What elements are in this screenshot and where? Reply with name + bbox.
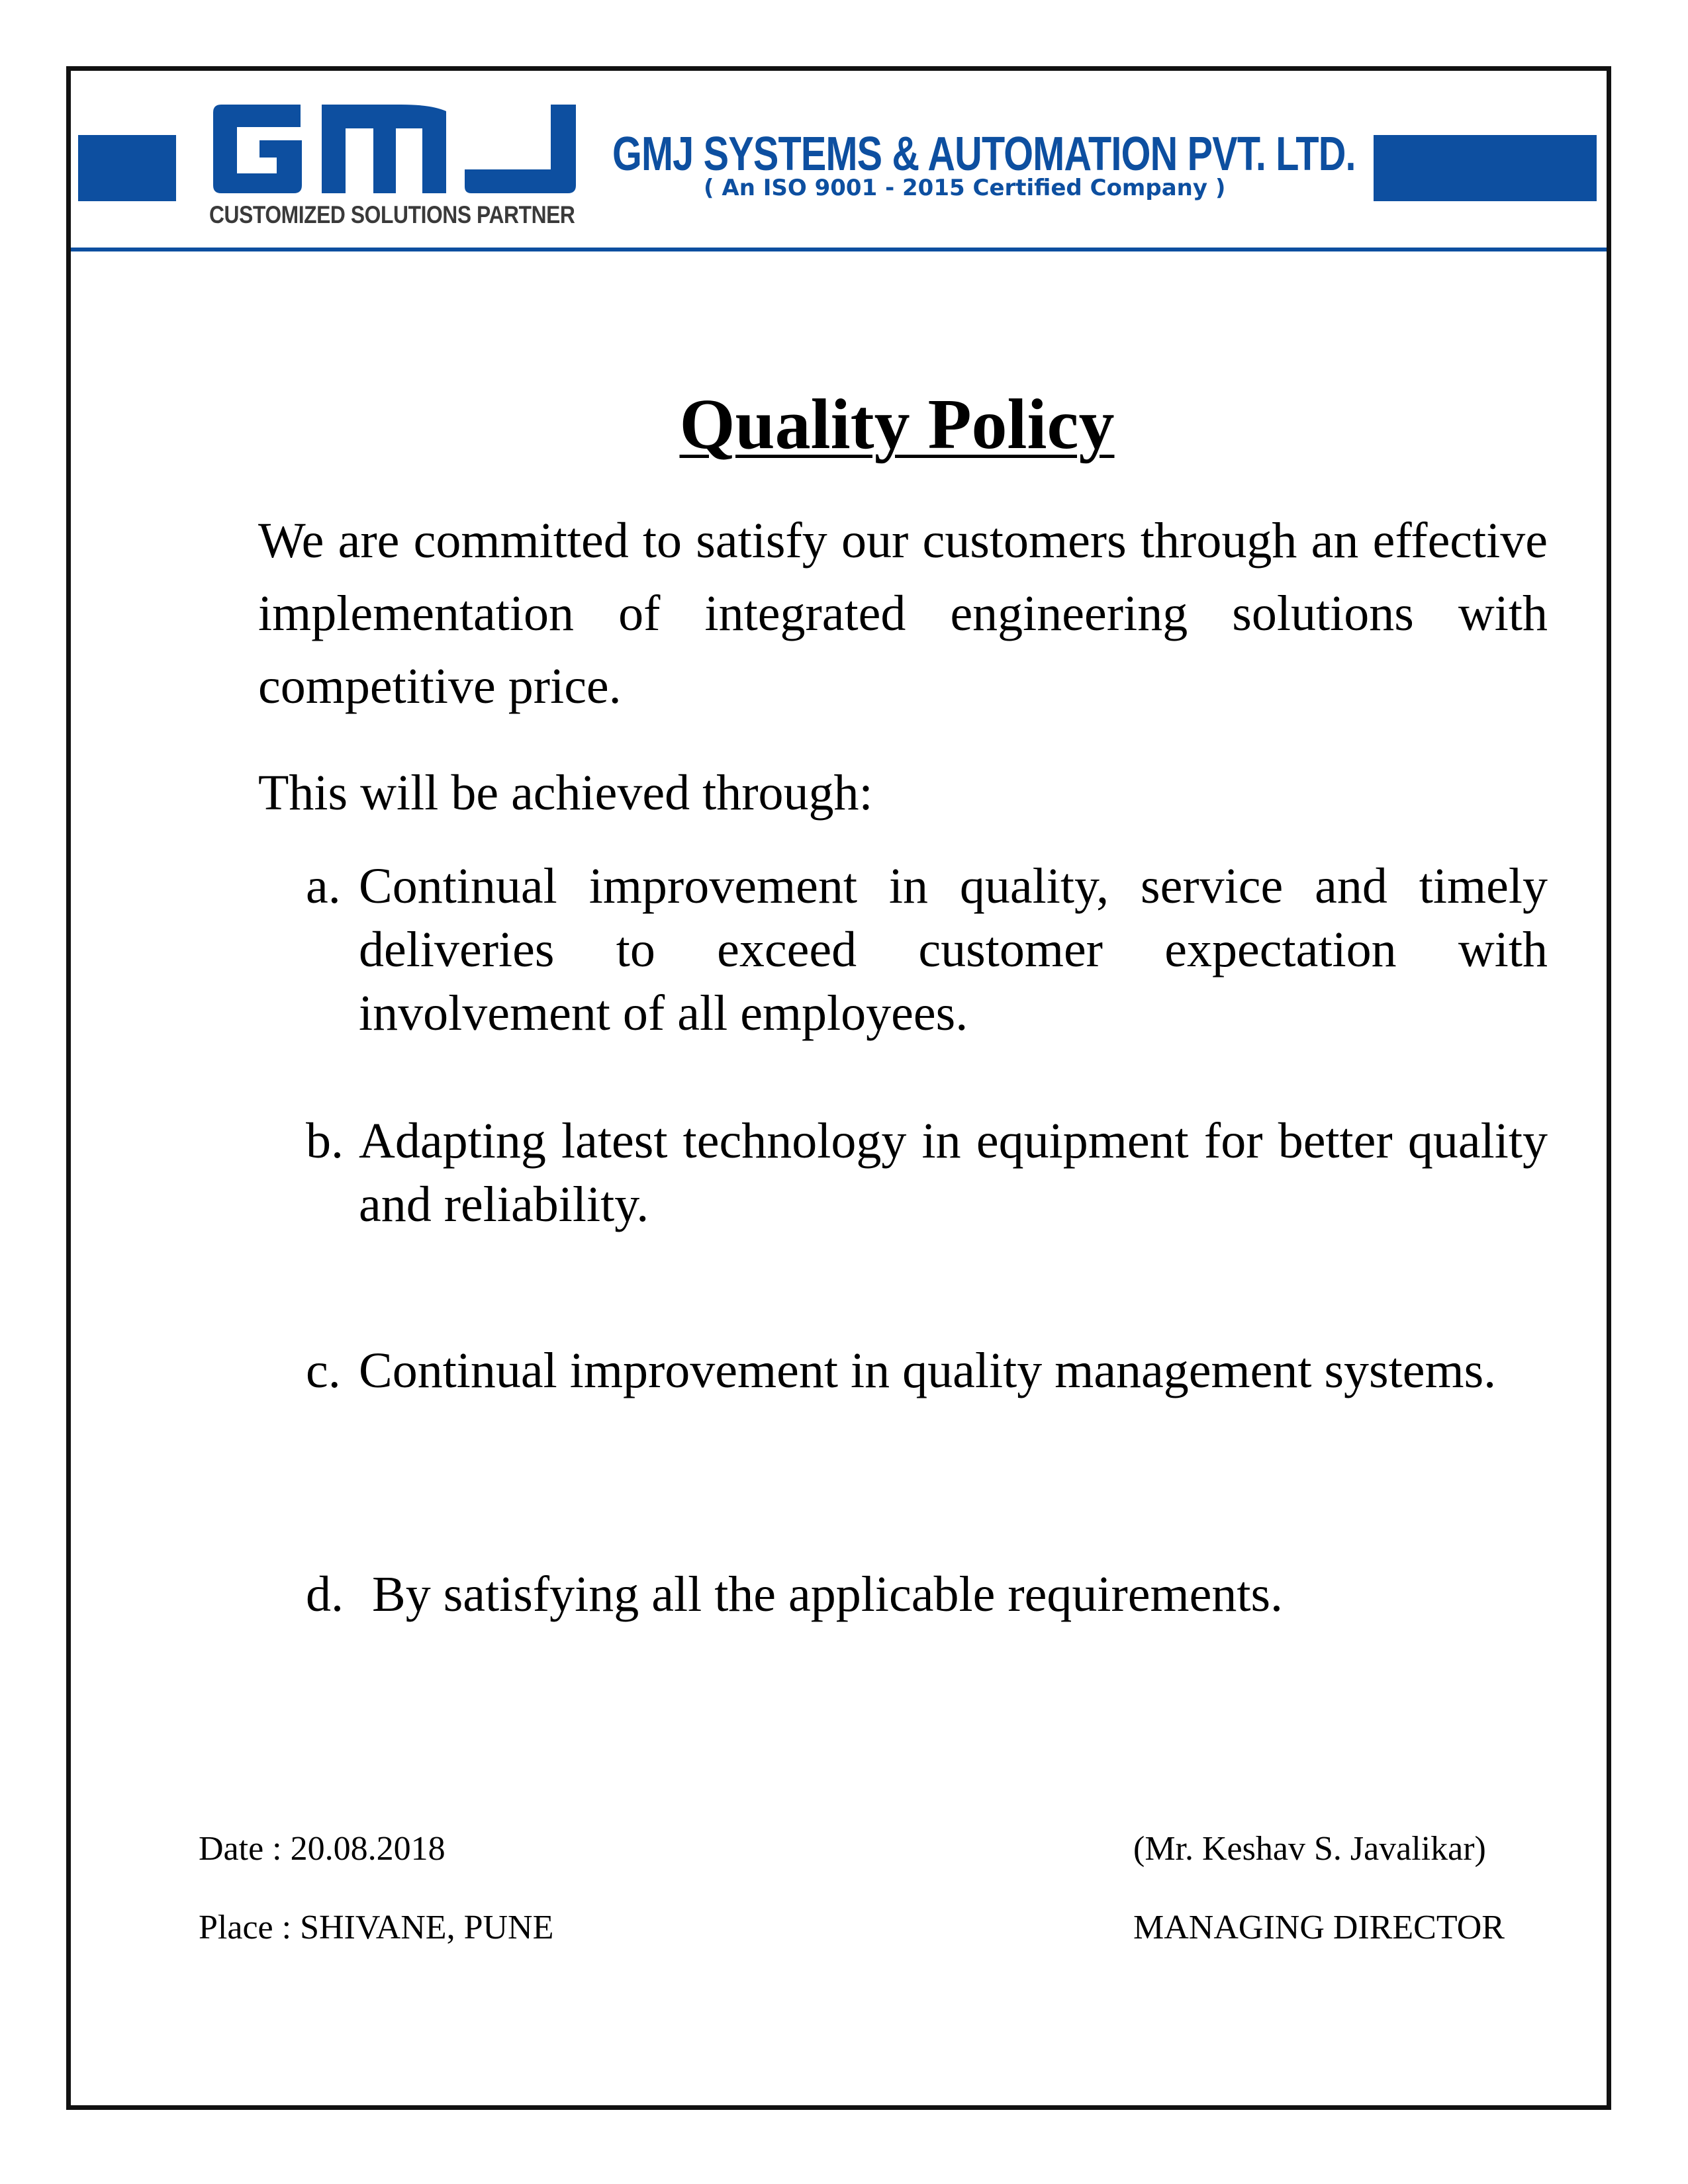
list-item-text: Continual improvement in quality, service and timely deliveries to exceed customer expectation with involvement of all employees.	[359, 858, 1548, 1041]
list-item-label: c.	[306, 1343, 341, 1398]
list-item-text: Adapting latest technology in equipment for better quality and reliability.	[359, 1113, 1548, 1232]
list-item	[306, 1339, 1548, 1402]
list-item-text: Continual improvement in quality management systems.	[359, 1343, 1497, 1398]
place-value: SHIVANE, PUNE	[300, 1909, 554, 1946]
list-item	[306, 854, 1548, 1045]
header-bar-right	[1374, 135, 1597, 201]
date-label: Date :	[199, 1830, 282, 1868]
date-value: 20.08.2018	[290, 1830, 445, 1868]
company-name: GMJ SYSTEMS & AUTOMATION PVT. LTD.	[612, 128, 1356, 181]
list-item-label: a.	[306, 858, 341, 914]
policy-statement: We are committed to satisfy our customers through an effective implementation of integrated engineering solutions with competitive price.	[258, 513, 1548, 714]
date-line	[199, 1829, 445, 1868]
page-title: Quality Policy	[679, 385, 1115, 464]
iso-certification: ( An ISO 9001 - 2015 Certified Company )	[704, 175, 1226, 201]
policy-lead: This will be achieved through:	[258, 765, 873, 821]
place-label: Place :	[199, 1909, 292, 1946]
page-border	[66, 66, 1611, 2110]
list-item-label: d.	[306, 1567, 344, 1622]
place-line	[199, 1908, 553, 1947]
list-item	[306, 1563, 1548, 1626]
header-bar-left	[78, 135, 176, 201]
header-divider	[71, 248, 1607, 251]
signatory-name: (Mr. Keshav S. Javalikar)	[1133, 1830, 1486, 1868]
list-item-text: By satisfying all the applicable requirements.	[372, 1567, 1284, 1622]
list-item-label: b.	[306, 1113, 344, 1169]
logo-tagline: CUSTOMIZED SOLUTIONS PARTNER	[209, 201, 575, 228]
signatory-designation: MANAGING DIRECTOR	[1133, 1909, 1505, 1946]
list-item	[306, 1109, 1548, 1236]
